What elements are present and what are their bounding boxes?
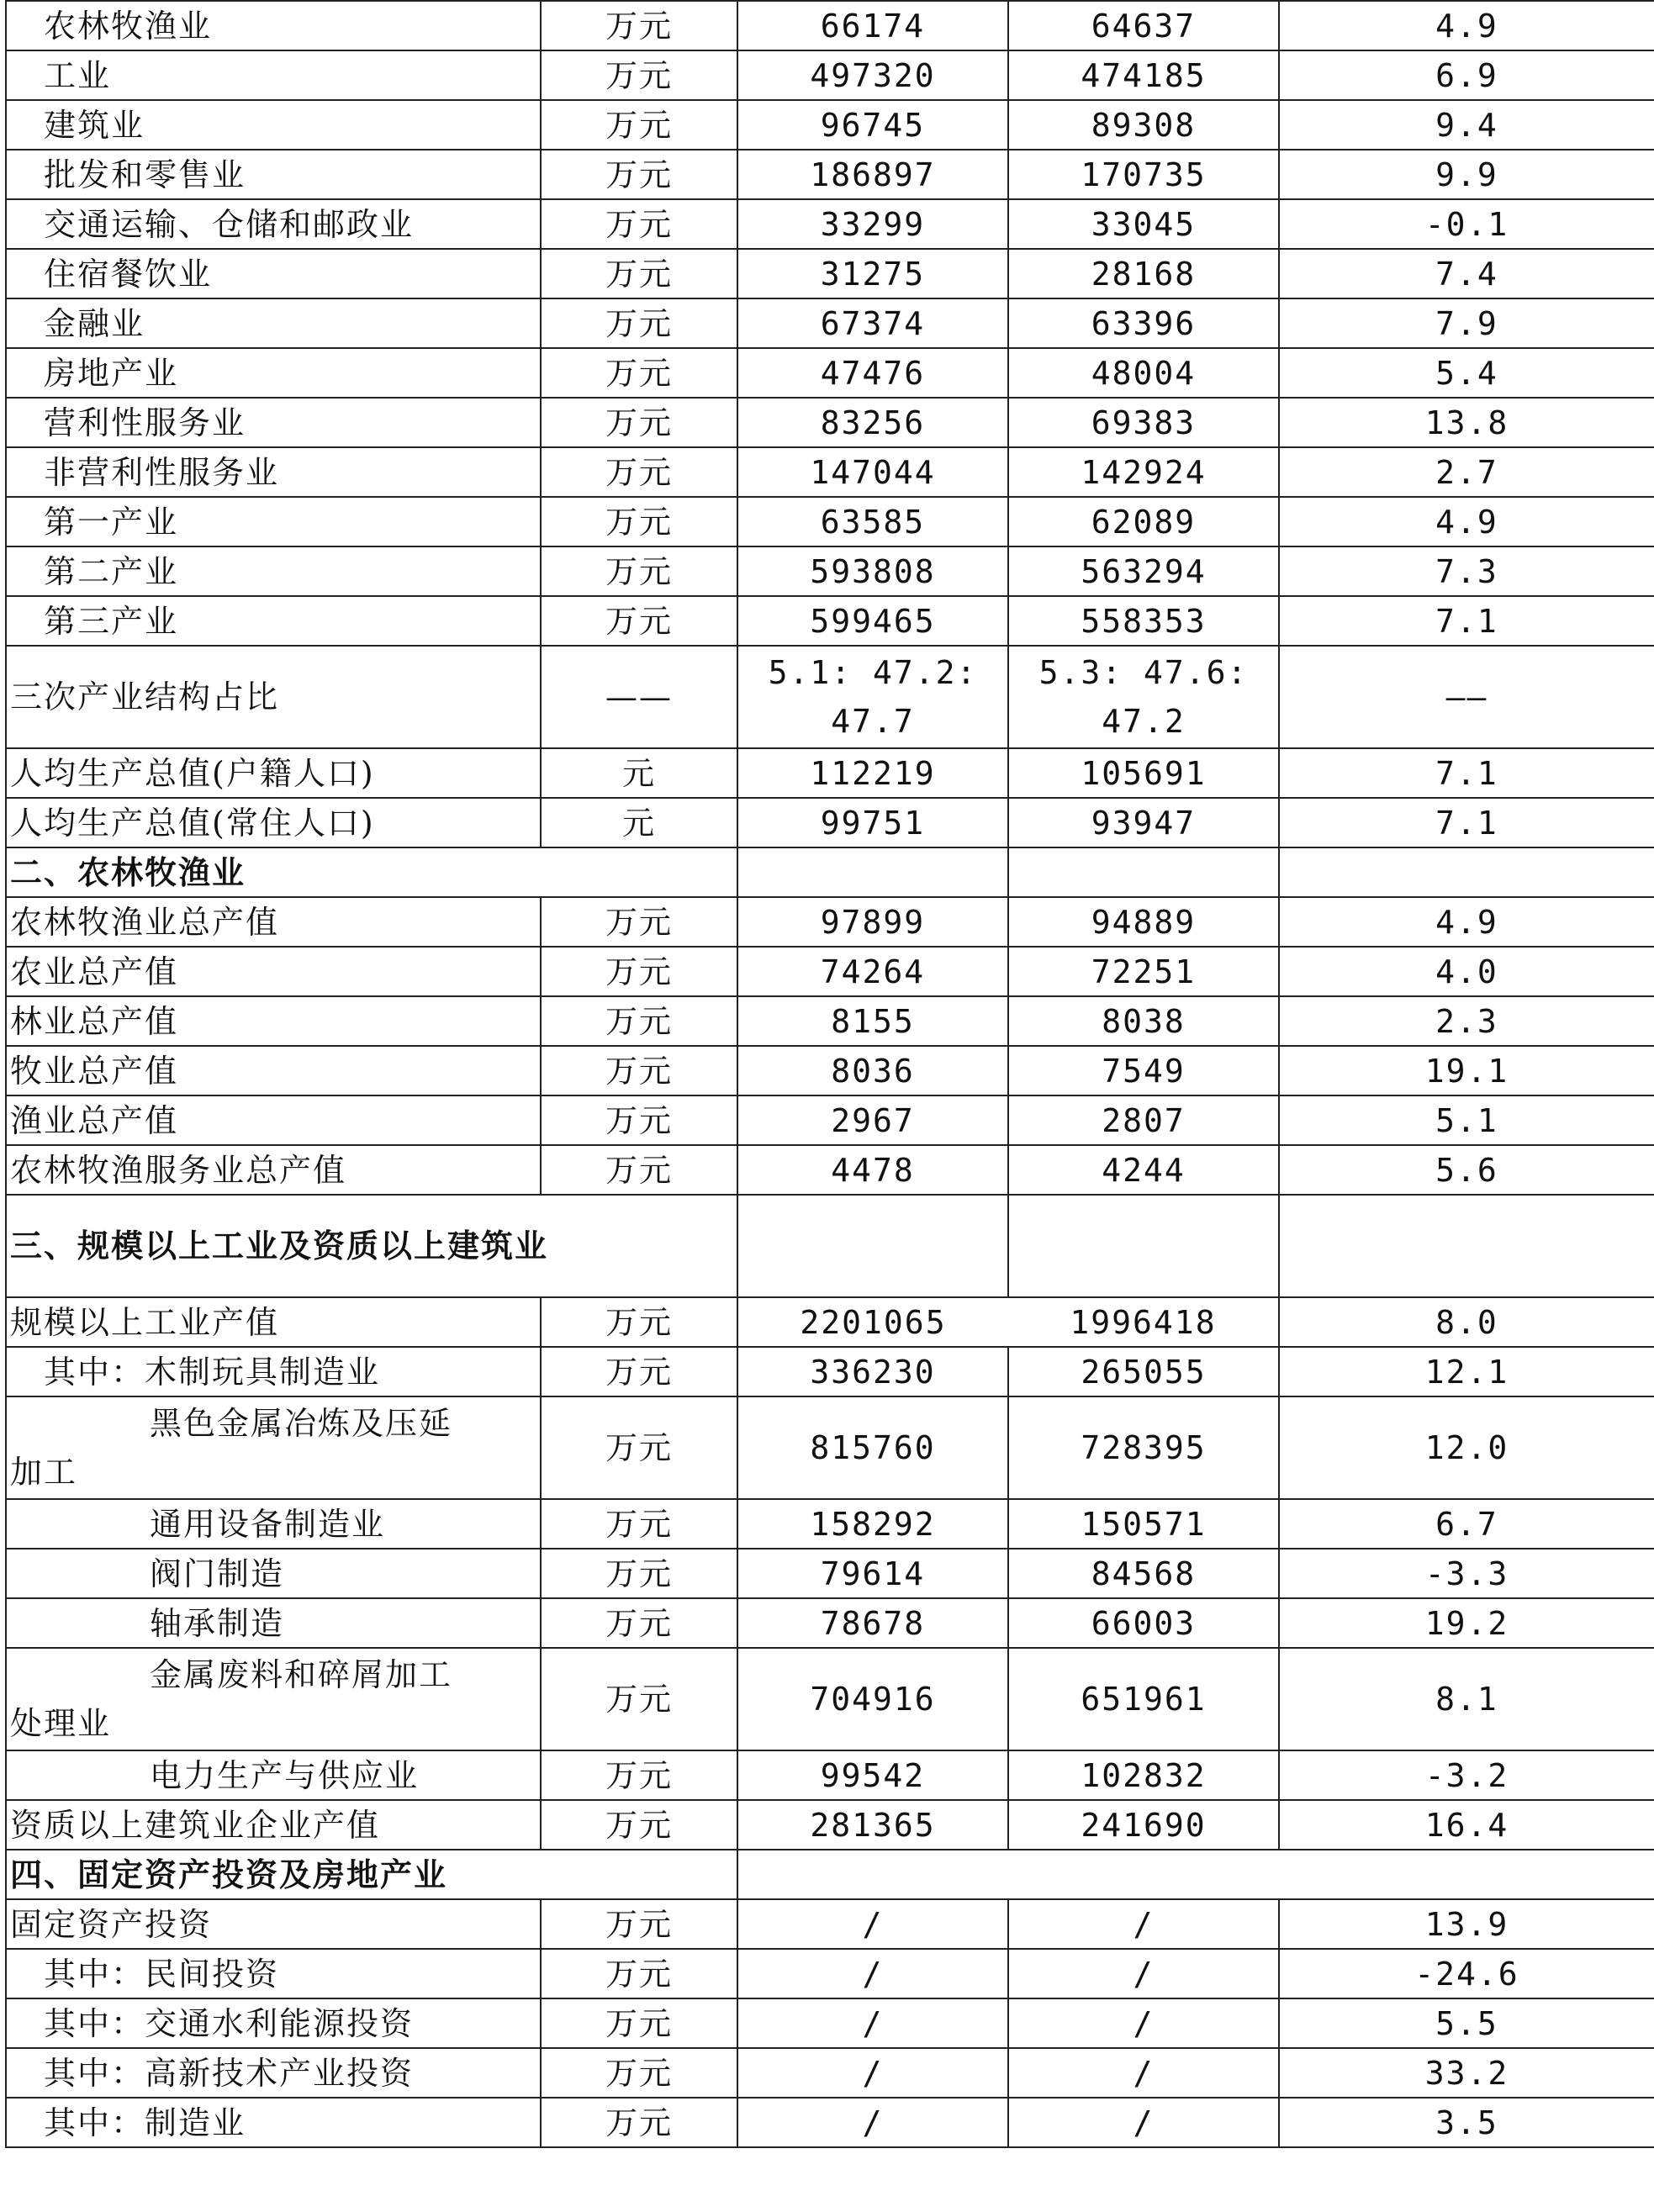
unit-cell: 万元 [541, 100, 737, 150]
indicator-name: 农林牧渔业 [6, 1, 541, 50]
previous-value-cell: 102832 [1008, 1750, 1279, 1800]
growth-rate-cell: 7.4 [1279, 249, 1654, 298]
unit-cell: 万元 [541, 150, 737, 199]
section-title: 三、规模以上工业及资质以上建筑业 [6, 1195, 737, 1297]
current-value-cell: 147044 [737, 447, 1008, 497]
statistics-table-sheet [5, 0, 1654, 2148]
growth-rate-cell: 7.1 [1279, 798, 1654, 847]
growth-rate-cell: 7.3 [1279, 546, 1654, 596]
current-value-cell: 67374 [737, 298, 1008, 348]
unit-cell: 万元 [541, 2048, 737, 2098]
indicator-name: 农林牧渔服务业总产值 [6, 1145, 541, 1195]
previous-value-cell: 728395 [1008, 1396, 1279, 1499]
table-row [6, 1598, 1654, 1648]
current-value-cell: 186897 [737, 150, 1008, 199]
table-row [6, 199, 1654, 249]
growth-rate-cell: 2.7 [1279, 447, 1654, 497]
current-value-cell: 99542 [737, 1750, 1008, 1800]
unit-cell: 元 [541, 748, 737, 798]
indicator-name: 交通运输、仓储和邮政业 [6, 199, 541, 249]
growth-rate-cell: -3.3 [1279, 1549, 1654, 1598]
current-value-cell: 78678 [737, 1598, 1008, 1648]
unit-cell: 万元 [541, 1800, 737, 1850]
table-row [6, 646, 1654, 748]
table-row [6, 596, 1654, 646]
growth-rate-cell: 4.9 [1279, 897, 1654, 947]
growth-rate-cell: 13.8 [1279, 398, 1654, 447]
growth-rate-cell: 2.3 [1279, 996, 1654, 1046]
unit-cell: 万元 [541, 897, 737, 947]
indicator-name: 其中：交通水利能源投资 [6, 1998, 541, 2048]
current-value-cell [737, 847, 1008, 897]
current-value-cell: 599465 [737, 596, 1008, 646]
growth-rate-cell: 19.1 [1279, 1046, 1654, 1095]
unit-cell: 万元 [541, 1046, 737, 1095]
unit-cell: 万元 [541, 1145, 737, 1195]
previous-value-cell: 28168 [1008, 249, 1279, 298]
previous-value-cell: 265055 [1008, 1347, 1279, 1396]
table-row [6, 1949, 1654, 1998]
previous-value-cell: 33045 [1008, 199, 1279, 249]
previous-value-cell: / [1008, 2048, 1279, 2098]
table-row [6, 50, 1654, 100]
previous-value-cell: / [1008, 1949, 1279, 1998]
current-value-cell: 4478 [737, 1145, 1008, 1195]
indicator-name: 牧业总产值 [6, 1046, 541, 1095]
table-row [6, 1297, 1654, 1347]
current-value-cell [737, 1195, 1008, 1297]
indicator-name: 非营利性服务业 [6, 447, 541, 497]
table-row [6, 1750, 1654, 1800]
table-row [6, 298, 1654, 348]
indicator-name: 固定资产投资 [6, 1899, 541, 1949]
indicator-name: 营利性服务业 [6, 398, 541, 447]
indicator-name: 第一产业 [6, 497, 541, 546]
growth-rate-cell: 6.9 [1279, 50, 1654, 100]
table-row [6, 897, 1654, 947]
unit-cell: 万元 [541, 199, 737, 249]
current-value-cell: 96745 [737, 100, 1008, 150]
current-value-cell: 112219 [737, 748, 1008, 798]
unit-cell: 万元 [541, 249, 737, 298]
indicator-name: 农业总产值 [6, 947, 541, 996]
current-value-cell: / [737, 2048, 1008, 2098]
growth-rate-cell: -24.6 [1279, 1949, 1654, 1998]
unit-cell: 万元 [541, 947, 737, 996]
previous-value-cell: 651961 [1008, 1648, 1279, 1750]
table-row [6, 1, 1654, 50]
current-value-cell: 497320 [737, 50, 1008, 100]
previous-value-cell: / [1008, 1998, 1279, 2048]
indicator-name: 林业总产值 [6, 996, 541, 1046]
current-value-cell: 5.1: 47.2: 47.7 [737, 646, 1008, 748]
table-row [6, 1800, 1654, 1850]
indicator-name: 三次产业结构占比 [6, 646, 541, 748]
indicator-name: 轴承制造 [6, 1598, 541, 1648]
unit-cell: 万元 [541, 996, 737, 1046]
growth-rate-cell: 12.0 [1279, 1396, 1654, 1499]
indicator-name: 住宿餐饮业 [6, 249, 541, 298]
previous-value-cell: 150571 [1008, 1499, 1279, 1549]
current-value-cell: 47476 [737, 348, 1008, 398]
unit-cell: 万元 [541, 1095, 737, 1145]
previous-value-cell: 69383 [1008, 398, 1279, 447]
current-value-cell: 336230 [737, 1347, 1008, 1396]
growth-rate-cell: -3.2 [1279, 1750, 1654, 1800]
previous-value-cell: 2807 [1008, 1095, 1279, 1145]
indicator-name: 渔业总产值 [6, 1095, 541, 1145]
current-value-cell: 83256 [737, 398, 1008, 447]
section-title: 四、固定资产投资及房地产业 [6, 1850, 737, 1899]
table-row [6, 2048, 1654, 2098]
current-value-cell: 8155 [737, 996, 1008, 1046]
indicator-name: 房地产业 [6, 348, 541, 398]
table-row [6, 1095, 1654, 1145]
indicator-name: 人均生产总值(户籍人口) [6, 748, 541, 798]
growth-rate-cell: 3.5 [1279, 2098, 1654, 2147]
growth-rate-cell: 13.9 [1279, 1899, 1654, 1949]
unit-cell: 万元 [541, 1648, 737, 1750]
growth-rate-cell: 5.1 [1279, 1095, 1654, 1145]
indicator-name: 农林牧渔业总产值 [6, 897, 541, 947]
growth-rate-cell: 4.0 [1279, 947, 1654, 996]
previous-value-cell: 94889 [1008, 897, 1279, 947]
previous-value-cell: 63396 [1008, 298, 1279, 348]
growth-rate-cell: —— [1279, 646, 1654, 748]
indicator-name: 第三产业 [6, 596, 541, 646]
indicator-name: 其中：制造业 [6, 2098, 541, 2147]
current-value-cell: / [737, 1998, 1008, 2048]
table-row [6, 150, 1654, 199]
indicator-name: 电力生产与供应业 [6, 1750, 541, 1800]
table-row [6, 1499, 1654, 1549]
table-row [6, 1899, 1654, 1949]
growth-rate-cell: 33.2 [1279, 2048, 1654, 2098]
indicator-name: 其中：民间投资 [6, 1949, 541, 1998]
unit-cell: 万元 [541, 1998, 737, 2048]
growth-rate-cell: -0.1 [1279, 199, 1654, 249]
unit-cell: 万元 [541, 1396, 737, 1499]
previous-value-cell [1008, 1195, 1279, 1297]
table-row [6, 546, 1654, 596]
table-row [6, 447, 1654, 497]
previous-value-cell: 4244 [1008, 1145, 1279, 1195]
previous-value-cell: 93947 [1008, 798, 1279, 847]
indicator-name: 建筑业 [6, 100, 541, 150]
indicator-name [6, 1648, 541, 1750]
unit-cell: 万元 [541, 348, 737, 398]
current-value-cell: / [737, 1949, 1008, 1998]
unit-cell: 万元 [541, 1297, 737, 1347]
growth-rate-cell: 7.9 [1279, 298, 1654, 348]
unit-cell: 万元 [541, 1499, 737, 1549]
indicator-name-line: 黑色金属冶炼及压延 [150, 1405, 453, 1442]
indicator-name-line: 处理业 [10, 1705, 112, 1742]
table-row [6, 1046, 1654, 1095]
current-value-cell: 63585 [737, 497, 1008, 546]
previous-value-cell: 72251 [1008, 947, 1279, 996]
unit-cell: 万元 [541, 546, 737, 596]
unit-cell: 万元 [541, 398, 737, 447]
growth-rate-cell: 4.9 [1279, 497, 1654, 546]
previous-value-cell: 563294 [1008, 546, 1279, 596]
table-row [6, 398, 1654, 447]
growth-rate-cell: 16.4 [1279, 1800, 1654, 1850]
indicator-name: 第二产业 [6, 546, 541, 596]
unit-cell: 万元 [541, 1, 737, 50]
previous-value-cell: / [1008, 1899, 1279, 1949]
indicator-name: 批发和零售业 [6, 150, 541, 199]
section-title: 二、农林牧渔业 [6, 847, 737, 897]
growth-rate-cell: 19.2 [1279, 1598, 1654, 1648]
current-value-cell: 97899 [737, 897, 1008, 947]
growth-rate-cell: 8.0 [1279, 1297, 1654, 1347]
table-row [6, 1549, 1654, 1598]
current-value-cell: 2967 [737, 1095, 1008, 1145]
previous-value-cell [1008, 847, 1279, 897]
current-value-cell: 33299 [737, 199, 1008, 249]
current-value-cell: 31275 [737, 249, 1008, 298]
previous-value-cell: 8038 [1008, 996, 1279, 1046]
indicator-name: 金融业 [6, 298, 541, 348]
current-value-cell: 99751 [737, 798, 1008, 847]
table-row [6, 1648, 1654, 1750]
previous-value-cell: 558353 [1008, 596, 1279, 646]
previous-value-cell: 7549 [1008, 1046, 1279, 1095]
table-row [6, 249, 1654, 298]
growth-rate-cell [1279, 1195, 1654, 1297]
table-row [6, 497, 1654, 546]
previous-value-cell: 5.3: 47.6: 47.2 [1008, 646, 1279, 748]
indicator-name [6, 1396, 541, 1499]
indicator-name: 其中：木制玩具制造业 [6, 1347, 541, 1396]
previous-value-cell: 62089 [1008, 497, 1279, 546]
indicator-name: 阀门制造 [6, 1549, 541, 1598]
unit-cell: 万元 [541, 1549, 737, 1598]
growth-rate-cell: 5.5 [1279, 1998, 1654, 2048]
unit-cell: 万元 [541, 2098, 737, 2147]
current-value-cell: 66174 [737, 1, 1008, 50]
previous-value-cell: / [1008, 2098, 1279, 2147]
table-row [6, 1145, 1654, 1195]
statistics-table [5, 0, 1654, 2148]
table-row [6, 798, 1654, 847]
indicator-name-line: 加工 [10, 1454, 78, 1491]
previous-value-cell: 64637 [1008, 1, 1279, 50]
table-row [6, 748, 1654, 798]
unit-cell: 万元 [541, 447, 737, 497]
previous-value-cell: 105691 [1008, 748, 1279, 798]
previous-value-cell: 48004 [1008, 348, 1279, 398]
current-value-cell: 281365 [737, 1800, 1008, 1850]
previous-value-cell: 66003 [1008, 1598, 1279, 1648]
previous-value-cell: 170735 [1008, 150, 1279, 199]
unit-cell: 万元 [541, 596, 737, 646]
growth-rate-cell: 5.6 [1279, 1145, 1654, 1195]
table-row [6, 1347, 1654, 1396]
current-value-cell: 2201065 [737, 1297, 1008, 1347]
indicator-name: 人均生产总值(常住人口) [6, 798, 541, 847]
current-value-cell: 593808 [737, 546, 1008, 596]
unit-cell: 万元 [541, 50, 737, 100]
table-body [6, 1, 1654, 2147]
current-value-cell: 158292 [737, 1499, 1008, 1549]
unit-cell: 万元 [541, 497, 737, 546]
growth-rate-cell: 7.1 [1279, 596, 1654, 646]
unit-cell: 元 [541, 798, 737, 847]
growth-rate-cell: 8.1 [1279, 1648, 1654, 1750]
unit-cell: —— [541, 646, 737, 748]
table-row [6, 2098, 1654, 2147]
growth-rate-cell: 12.1 [1279, 1347, 1654, 1396]
previous-value-cell: 89308 [1008, 100, 1279, 150]
growth-rate-cell: 4.9 [1279, 1, 1654, 50]
table-row [6, 996, 1654, 1046]
unit-cell: 万元 [541, 1598, 737, 1648]
growth-rate-cell: 6.7 [1279, 1499, 1654, 1549]
current-value-cell [737, 1850, 1654, 1899]
indicator-name: 资质以上建筑业企业产值 [6, 1800, 541, 1850]
table-row [6, 100, 1654, 150]
previous-value-cell: 142924 [1008, 447, 1279, 497]
previous-value-cell: 241690 [1008, 1800, 1279, 1850]
previous-value-cell: 474185 [1008, 50, 1279, 100]
current-value-cell: / [737, 2098, 1008, 2147]
section-header-row [6, 1195, 1654, 1297]
indicator-name: 规模以上工业产值 [6, 1297, 541, 1347]
growth-rate-cell: 9.4 [1279, 100, 1654, 150]
indicator-name: 其中：高新技术产业投资 [6, 2048, 541, 2098]
current-value-cell: 74264 [737, 947, 1008, 996]
current-value-cell: 704916 [737, 1648, 1008, 1750]
unit-cell: 万元 [541, 1347, 737, 1396]
section-header-row [6, 847, 1654, 897]
unit-cell: 万元 [541, 1750, 737, 1800]
previous-value-cell: 1996418 [1008, 1297, 1279, 1347]
growth-rate-cell: 9.9 [1279, 150, 1654, 199]
table-row [6, 947, 1654, 996]
unit-cell: 万元 [541, 1949, 737, 1998]
section-header-row [6, 1850, 1654, 1899]
growth-rate-cell [1279, 847, 1654, 897]
growth-rate-cell: 7.1 [1279, 748, 1654, 798]
indicator-name: 通用设备制造业 [6, 1499, 541, 1549]
unit-cell: 万元 [541, 1899, 737, 1949]
table-row [6, 348, 1654, 398]
indicator-name: 工业 [6, 50, 541, 100]
indicator-name-line: 金属废料和碎屑加工 [150, 1656, 453, 1693]
current-value-cell: / [737, 1899, 1008, 1949]
table-row [6, 1998, 1654, 2048]
current-value-cell: 79614 [737, 1549, 1008, 1598]
growth-rate-cell: 5.4 [1279, 348, 1654, 398]
current-value-cell: 815760 [737, 1396, 1008, 1499]
previous-value-cell: 84568 [1008, 1549, 1279, 1598]
current-value-cell: 8036 [737, 1046, 1008, 1095]
unit-cell: 万元 [541, 298, 737, 348]
table-row [6, 1396, 1654, 1499]
